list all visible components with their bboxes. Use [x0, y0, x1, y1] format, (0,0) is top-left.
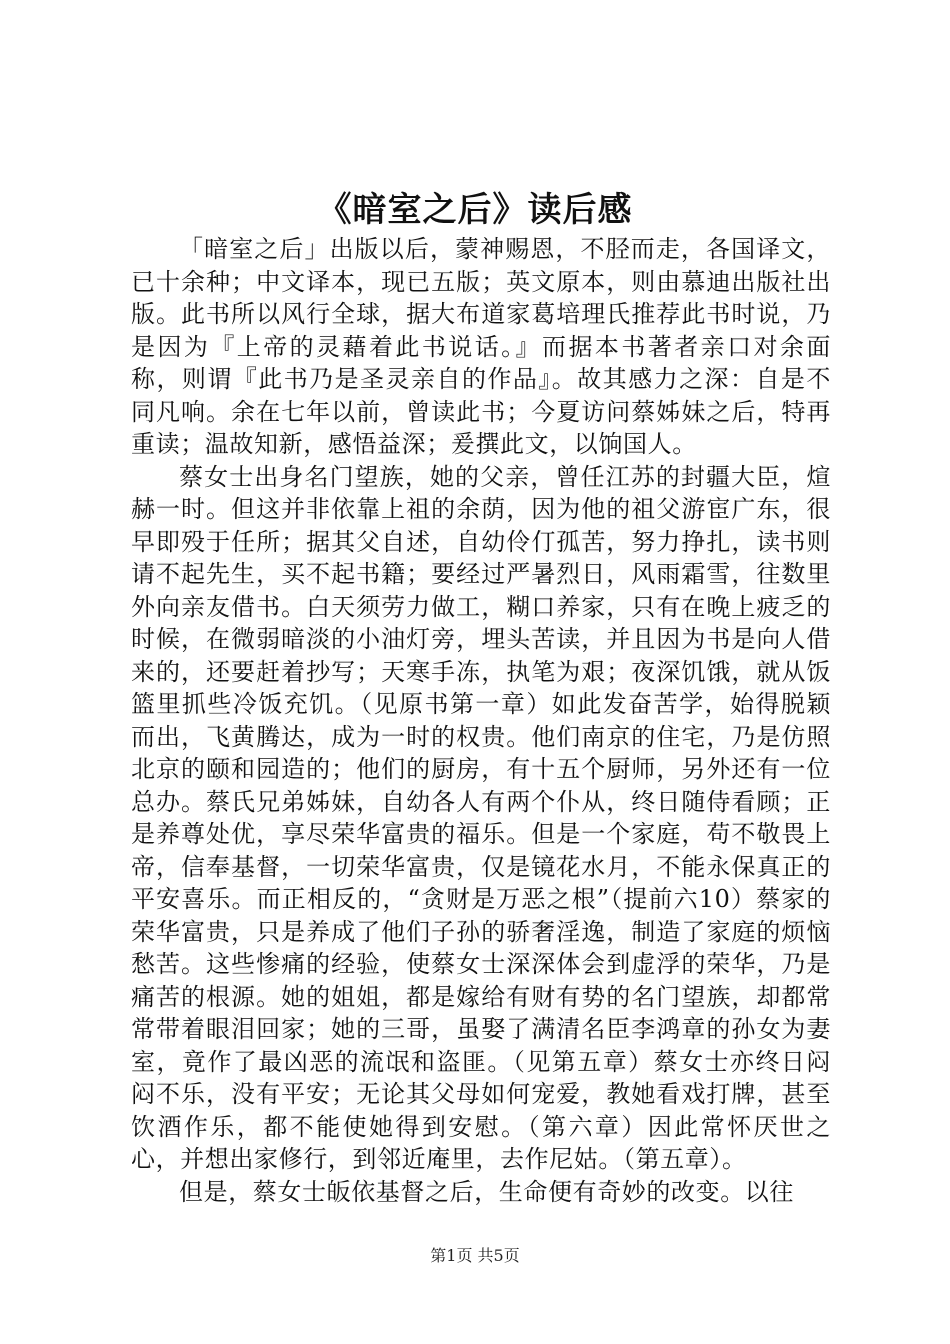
page-number: 第1页 共5页 [430, 1246, 520, 1265]
document-title: 《暗室之后》读后感 [317, 190, 633, 230]
paragraph-3: 但是，蔡女士皈依基督之后，生命便有奇妙的改变。以往 [179, 1177, 794, 1206]
paragraph-1: 「暗室之后」出版以后，蒙神赐恩，不胫而走，各国译文，已十余种；中文译本，现已五版；英文原本，则由慕迪出版社出版。此书所以风行全球，据大布道家葛培理氏推荐此书时说，乃是因为『上帝的灵藉着此书说话。』而据本书著者亲口对余面称，则谓『此书乃是圣灵亲自的作品』。故其感力之深：自是不同凡响。余在七年以前，曾读此书；今夏访问蔡姊妹之后，特再重读；温故知新，感悟益深；爰撰此文，以饷国人。 [131, 235, 831, 458]
paragraph-2: 蔡女士出身名门望族，她的父亲，曾任江苏的封疆大臣，煊赫一时。但这并非依靠上祖的余荫，因为他的祖父游宦广东，很早即殁于任所；据其父自述，自幼伶仃孤苦，努力挣扎，读书则请不起先生，买不起书籍；要经过严暑烈日，风雨霜雪，往数里外向亲友借书。白天须劳力做工，糊口养家，只有在晚上疲乏的时候，在微弱暗淡的小油灯旁，埋头苦读，并且因为书是向人借来的，还要赶着抄写；天寒手冻，执笔为艰；夜深饥饿，就从饭篮里抓些冷饭充饥。（见原书第一章）如此发奋苦学，始得脱颖而出，飞黄腾达，成为一时的权贵。他们南京的住宅，乃是仿照北京的颐和园造的；他们的厨房，有十五个厨师，另外还有一位总办。蔡氏兄弟姊妹，自幼各人有两个仆从，终日随侍看顾；正是养尊处优，享尽荣华富贵的福乐。但是一个家庭，苟不敬畏上帝，信奉基督，一切荣华富贵，仅是镜花水月，不能永保真正的平安喜乐。而正相反的，“贪财是万恶之根”（提前六10）蔡家的荣华富贵，只是养成了他们子孙的骄奢淫逸，制造了家庭的烦恼愁苦。这些惨痛的经验，使蔡女士深深体会到虚浮的荣华，乃是痛苦的根源。她的姐姐，都是嫁给有财有势的名门望族，却都常常带着眼泪回家；她的三哥，虽娶了满清名臣李鸿章的孙女为妻室，竟作了最凶恶的流氓和盗匪。（见第五章）蔡女士亦终日闷闷不乐，没有平安；无论其父母如何宠爱，教她看戏打牌，甚至饮酒作乐，都不能使她得到安慰。（第六章）因此常怀厌世之心，并想出家修行，到邻近庵里，去作尼姑。（第五章）。 [131, 462, 831, 1173]
document-body [131, 233, 831, 1208]
